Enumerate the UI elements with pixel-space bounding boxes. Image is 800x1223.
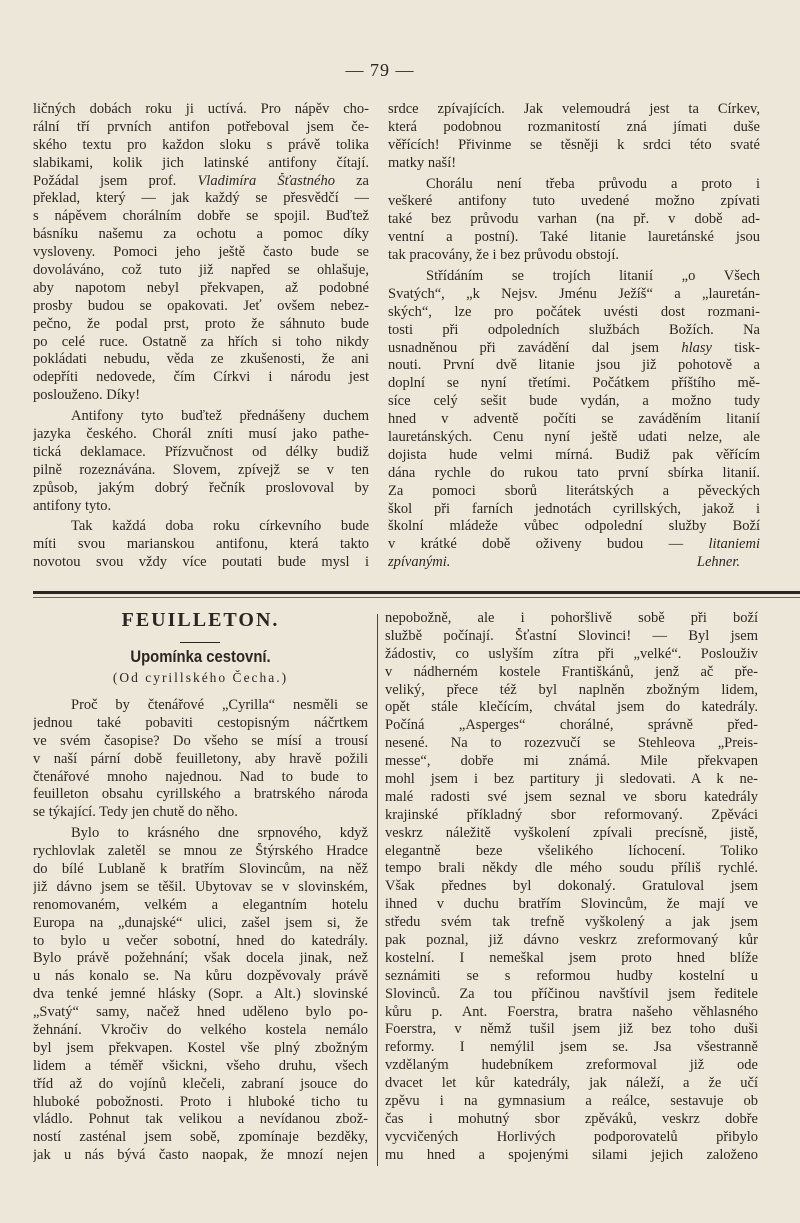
text-line: školní mládeže vůbec odpolední služby Boží [388, 518, 760, 535]
text-line: středu svém tak trefně vyškolený a jak jsem [385, 914, 758, 931]
text-line: nouti. První dvě litanie jsou již pohotově a [388, 357, 760, 374]
text-line: s nápěvem chorálním dobře se spojil. Buďtež [33, 208, 369, 225]
paragraph [33, 697, 368, 822]
text-line: renomovaném, velkém a elegantním hotelu [33, 896, 368, 913]
text-line: vycvičených Horlivých podporovatelů přibylo [385, 1128, 758, 1145]
text-line: ností zasténal jsem sobě, zpomínaje bezděky, [33, 1129, 368, 1146]
text-line: Europa na „dunajské“ ulici, zašel jsem si, že [33, 914, 368, 931]
italic-text: litaniemi [708, 536, 760, 553]
italic-text: Vladimíra Šťastného [197, 172, 335, 189]
text-line: pečno, že podal prst, proto že sáhnuto bude [33, 315, 369, 332]
author-signature: Lehner. [696, 554, 740, 571]
text-line: která podobnou rozmanitostí zná jímati duše [388, 118, 760, 135]
text-line: veškeré antifony tuto uvedené možno zpívati [388, 193, 760, 210]
text-line: v naší pární době feuilletony, aby hravě požili [33, 750, 368, 767]
text-line: míti svou marianskou antifonu, která takto [33, 536, 369, 553]
text-segment: Požádal jsem prof. [33, 172, 198, 189]
text-line: slabikami, kolik jich latinské antifony čítají. [33, 154, 369, 171]
text-line [388, 536, 760, 554]
text-line: Proč by čtenářové „Cyrilla“ nesměli se [71, 697, 368, 713]
text-line: škol při farních jednotách cyrillských, jakož i [388, 500, 760, 517]
text-line: žehnání. Vkročiv do velkého kostela nemálo [33, 1022, 368, 1039]
top-right-column [388, 101, 760, 575]
text-line: veskrz náležitě vyškolení zpívali precísně, jistě, [385, 824, 758, 841]
text-line: rychlovlak zaletěl se mnou ze Štýrského Hradce [33, 843, 368, 860]
bottom-right-column [385, 610, 758, 1168]
text-line: prosby budou se opakovati. Jeť ovšem nebez- [33, 297, 369, 314]
text-line: ihned v duchu bratřím Slovincům, že mají ve [385, 896, 758, 913]
italic-text: zpívanými. [388, 554, 451, 571]
page-number: — 79 — [345, 60, 415, 80]
text-line: v nádherném kostele Františkánů, jenž ač pře- [385, 663, 758, 680]
text-line: překlad, který — jak každý se přesvědčí — [33, 190, 369, 207]
text-line: způsob, jakým dobrý řečník proslovoval by [33, 479, 369, 496]
text-line: se týkající. Tedy jen chutě do něho. [33, 804, 238, 821]
text-line [388, 554, 760, 572]
text-segment: usnadněnou při zavádění dal jsem [388, 339, 682, 356]
text-line: tříd až do vojínů klečeli, zabraní jsouce do [33, 1075, 368, 1092]
text-line: dvacet let kůr katedrály, jak náleží, a že učí [385, 1075, 758, 1092]
text-line: službě počínají. Šťastní Slovinci! — Byl jsem [385, 627, 758, 644]
paragraph [33, 408, 369, 515]
text-line: novotou svou vždy více poutati bude mysl i [33, 554, 369, 571]
column-divider [377, 614, 378, 1166]
text-line: doplní se nyní třetími. Počátkem příštího mě- [388, 375, 760, 392]
text-line: tická deklamace. Přízvučnost od délky budiž [33, 443, 369, 460]
text-line: čtenářové mnoho najednou. Nad to bude to [33, 768, 368, 785]
text-line: rální tří prvních antifon potřeboval jsem če- [33, 118, 369, 135]
text-line: dána rychle do rukou tato první sbírka litanií. [388, 464, 760, 481]
text-line: věřících! Přivinme se těsněji k srdci této svaté [388, 136, 760, 153]
text-line: Foerstra, v němž tušil jsem již bez toho duši [385, 1021, 758, 1038]
text-line: dojista hude velmi mírná. Budiž pak věřícím [388, 446, 760, 463]
text-line: elegantně beze všelikého líchocení. Toliko [385, 842, 758, 859]
text-line: jednou také pobaviti cestopisným náčrtkem [33, 714, 368, 731]
text-line [33, 173, 369, 191]
text-line: již dávno jsem se těšil. Ubytovav se v slovinském, [33, 878, 368, 895]
text-line: lidem a téměř všickni, všeho druhu, všech [33, 1057, 368, 1074]
paragraph [33, 518, 369, 572]
text-line: ského textu pro každon sloku s právě tolika [33, 136, 369, 153]
article-title: Upomínka cestovní. [130, 648, 271, 666]
text-line: feuilleton obsahu cyrillského a bratrského národa [33, 786, 368, 803]
text-line: síce celý sešit bude vydán, a možno tudy [388, 393, 760, 410]
text-line: Antifony tyto buďtež přednášeny duchem [71, 408, 369, 425]
text-line: tosti při odpoledních službách Božích. Na [388, 321, 760, 338]
text-line [388, 340, 760, 358]
text-line: Bylo to krásného dne srpnového, když [71, 825, 368, 842]
text-line: nesené. Na to rozezvučí se Stehleova „Preis- [385, 735, 758, 752]
text-segment: za [335, 172, 369, 189]
text-line: dva tenké jemné hlásky (Sopr. a Alt.) slovinské [33, 986, 368, 1003]
italic-text: hlasy [681, 339, 712, 356]
section-divider-thick [33, 591, 800, 594]
article-byline: (Od cyrillského Čecha.) [112, 670, 289, 685]
text-line: matky naší! [388, 154, 457, 171]
paragraph [33, 101, 369, 405]
text-line: mohl jsem i bez partitury ji sledovati. A k ne- [385, 771, 758, 788]
text-line: odepříti nedovede, čím Církvi i národu jest [33, 369, 369, 386]
text-line: „Svatý“ samy, načež hned uděleno bylo po- [33, 1004, 368, 1021]
top-left-column [33, 101, 369, 575]
text-line: nepobožně, ale i pohoršlivě sobě při boží [385, 610, 758, 626]
section-divider-thin [33, 597, 800, 598]
text-line: zpěvu i na gymnasium a reálce, sestavuje ob [385, 1093, 758, 1110]
text-line: opět stále klečícím, chvátal jsem do katedrály. [385, 699, 758, 716]
heading-rule [180, 642, 220, 643]
text-line: u nás konalo se. Na kůru dozpěvovaly právě [33, 968, 368, 985]
text-line: pokládati nebudu, věda ze zkušenosti, že ani [33, 351, 369, 368]
text-line: jazyka českého. Chorál zníti musí jako pathe- [33, 426, 369, 443]
text-line: ve svém časopise? Do všeho se mísí a trousí [33, 732, 368, 749]
paragraph [388, 268, 760, 572]
text-line: ských“, lze pro počátek uvésti dost rozmani- [388, 303, 760, 320]
text-line: Svatých“, „k Nejsv. Jménu Ježíš“ a „lauretán- [388, 285, 760, 302]
text-line: pak poznal, již dávno veskrz zreformovaný kůr [385, 932, 758, 949]
paragraph [388, 176, 760, 265]
text-line: tak pracovány, že i bez průvodu obstojí. [388, 247, 619, 264]
text-line: Střídáním se trojích litanií „o Všech [426, 268, 760, 285]
text-line: ventní a postní). Také litanie lauretánské jsou [388, 229, 760, 246]
bottom-left-column [33, 697, 368, 1168]
text-line: byl jsem překvapen. Kostel vše plný zbožným [33, 1039, 368, 1056]
text-line: tempo brali někdy dle mého soudu příliš rychlé. [385, 860, 758, 877]
text-line: aby napotom nebyl překvapen, až podobné [33, 279, 369, 296]
text-line: malé radosti své jsem seznal ve sboru katedrály [385, 788, 758, 805]
text-line: hluboké pobožnosti. Proto i hluboké ticho tu [33, 1093, 368, 1110]
text-line: seznámiti se s reformou hudby kostelní u [385, 967, 758, 984]
text-line: antifony tyto. [33, 497, 112, 514]
paragraph [33, 825, 368, 1165]
text-line: pilně rozeznávána. Slovem, zpívejž se v ten [33, 461, 369, 478]
text-line: žádostiv, co uslyším zítra při „velké“. Poslouživ [385, 645, 758, 662]
text-line: vládlo. Pohnut tak velikou a nevídanou zbož- [33, 1111, 368, 1128]
text-line: po celé ruce. Ostatně za hřích si toho nikdy [33, 333, 369, 350]
paragraph [385, 610, 758, 1165]
text-line: čas i mohutný sbor zpěváků, veskrz dobře [385, 1110, 758, 1127]
text-line: hned v adventě počíti se zaváděním litanií [388, 411, 760, 428]
text-line: Za pomoci sborů literátských a pěveckých [388, 482, 760, 499]
text-line: messe“, dobře mi známá. Mile překvapen [385, 753, 758, 770]
text-line: veliký, přece též byl naplněn zbožným lidem, [385, 681, 758, 698]
text-line: Počíná „Asperges“ chorálné, správně před- [385, 717, 758, 734]
text-segment: v krátké době oživeny budou — [388, 536, 709, 553]
text-line: Slovinců. Za tou příčinou navštívil jsem ředitele [385, 985, 758, 1002]
text-line: Bylo právě požehnání; však docela jinak, než [33, 950, 368, 967]
text-line: mu hned a spojenými silami jejich založeno [385, 1146, 758, 1163]
text-line: také bez průvodu varhan (na př. v době ad- [388, 211, 760, 228]
section-heading: FEUILLETON. [121, 609, 280, 631]
text-line: to bylo u večer sobotní, hned do katedrály. [33, 932, 368, 949]
text-line: vysloveny. Pomoci jeho ještě často bude se [33, 244, 369, 261]
text-line: vzdělaným hudebníkem zreformoval již ode [385, 1057, 758, 1074]
text-line: kůru p. Ant. Foerstra, bratra našeho věhlasného [385, 1003, 758, 1020]
text-line: Však přednes byl dokonalý. Gratuloval jsem [385, 878, 758, 895]
text-line: Chorálu není třeba průvodu a proto i [426, 175, 760, 192]
text-line: lauretánských. Cenu nyní ještě udati nelze, ale [388, 429, 760, 446]
text-line: Tak každá doba roku církevního bude [71, 518, 369, 535]
text-line: srdce zpívajících. Jak velemoudrá jest ta Církev, [388, 101, 760, 117]
text-line: krajinské příkladný sbor reformovaný. Zpěváci [385, 806, 758, 823]
text-line: reformy. I nemýlil jsem se. Jsa všestranně [385, 1039, 758, 1056]
paragraph [388, 101, 760, 173]
text-line: kostelní. I nemeškal jsem proto hned blíže [385, 949, 758, 966]
text-line: do bílé Lublaně k bratřím Slovincům, na něž [33, 861, 368, 878]
text-line: poslouženo. Díky! [33, 387, 141, 404]
text-line: dovoláváno, což tuto již napřed se ohlašuje, [33, 262, 369, 279]
text-line: ličných dobách roku ji uctívá. Pro nápěv cho- [33, 101, 369, 117]
text-line: jak u nás bývá často naopak, že mnozí nejen [33, 1147, 368, 1164]
text-line: básníku našemu za ochotu a pomoc díky [33, 226, 369, 243]
text-segment: tisk- [711, 339, 760, 356]
